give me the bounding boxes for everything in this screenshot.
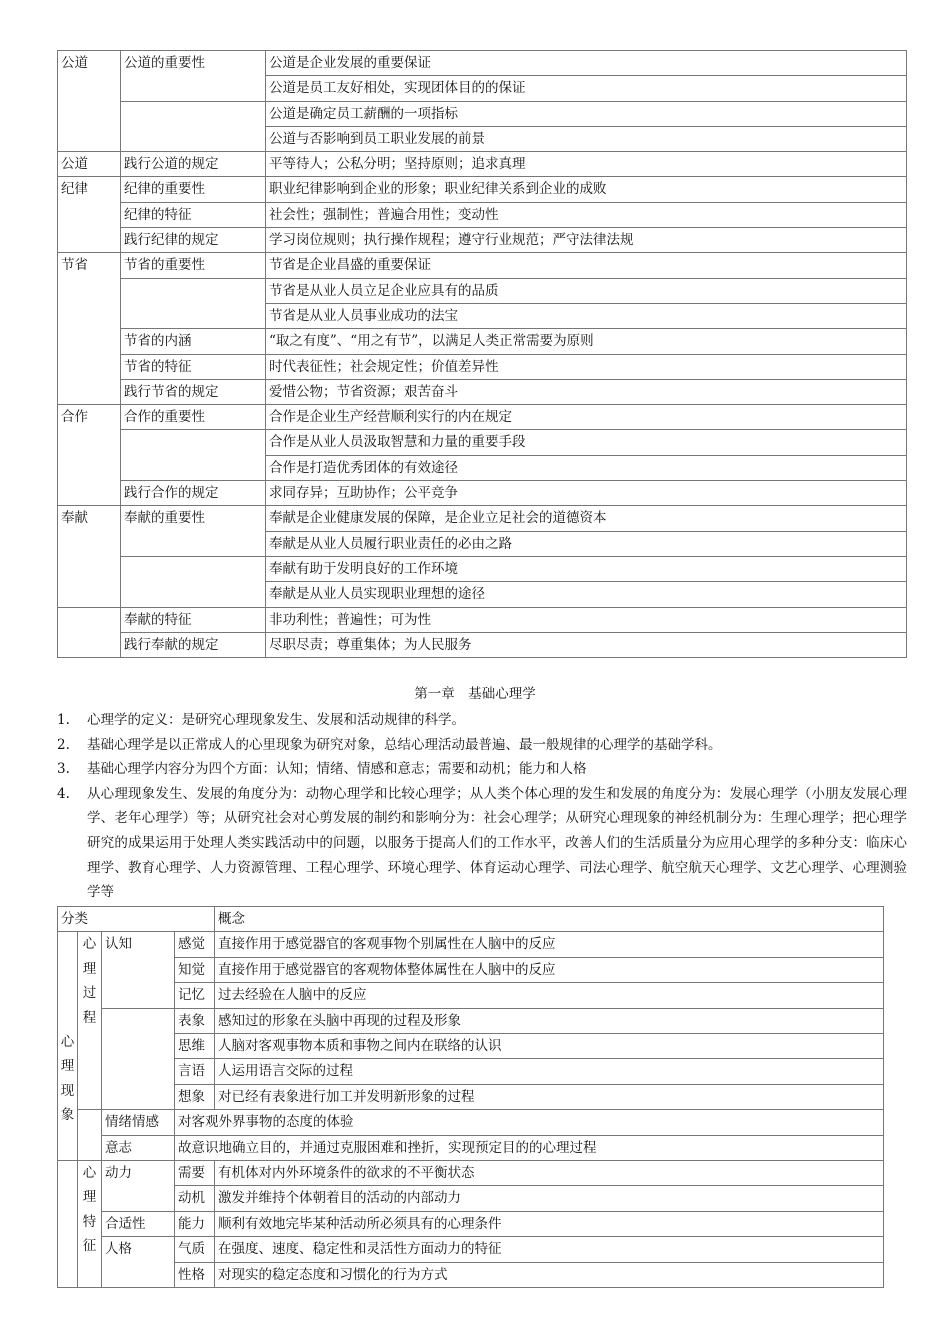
table-row [58, 1084, 884, 1109]
term-cell: 能力 [175, 1211, 215, 1236]
table-row [58, 202, 907, 227]
trait-cell: 心 理 特 征 [78, 1161, 102, 1288]
definition-cell: 人脑对客观事物本质和事物之间内在联络的认识 [215, 1034, 884, 1059]
category-cell: 奉献 [58, 506, 121, 607]
table-row [58, 983, 884, 1008]
subcategory-cell: 公道的重要性 [121, 51, 266, 102]
adapt-cell: 合适性 [102, 1211, 175, 1236]
subcategory-cell [121, 430, 266, 481]
term-cell: 气质 [175, 1237, 215, 1262]
category-cell [58, 607, 121, 658]
category-cell: 合作 [58, 405, 121, 506]
table-row [58, 354, 907, 379]
table-row [58, 253, 907, 278]
personality-cell: 人格 [102, 1237, 175, 1288]
list-item [57, 733, 907, 758]
table-row [58, 278, 907, 303]
subcategory-cell: 节省的内涵 [121, 329, 266, 354]
table-row [58, 932, 884, 957]
term-cell: 思维 [175, 1034, 215, 1059]
term-cell: 言语 [175, 1059, 215, 1084]
content-cell: 节省是企业昌盛的重要保证 [266, 253, 907, 278]
motive-cell: 动力 [102, 1161, 175, 1212]
empty-cell [58, 1161, 78, 1288]
table-row [58, 632, 907, 657]
term-cell: 性格 [175, 1262, 215, 1287]
subcategory-cell: 践行公道的规定 [121, 152, 266, 177]
category-cell: 节省 [58, 253, 121, 405]
category-cell: 公道 [58, 152, 121, 177]
content-cell: 合作是从业人员汲取智慧和力量的重要手段 [266, 430, 907, 455]
content-cell: 公道与否影响到员工职业发展的前景 [266, 126, 907, 151]
list-text: 从心理现象发生、发展的角度分为：动物心理学和比较心理学；从人类个体心理的发生和发展的角度分为：发展心理学（小朋友发展心理学、老年心理学）等；从研究社会对心剪发展的制约和影响分为：社会心理学；从研究心理现象的神经机制分为：生理心理学；把心理学研究的成果运用于处理人类实践活动中的问题，以服务于提高人们的工作水平，改善人们的生活质量分为应用心理学的多种分支：临床心理学、教育心理学、人力资源管理、工程心理学、环境心理学、体育运动心理学、司法心理学、航空航天心理学、文艺心理学、心理测验学等 [87, 785, 907, 901]
table-row [58, 329, 907, 354]
category-cell: 公道 [58, 51, 121, 152]
content-cell: 求同存异；互助协作；公平竞争 [266, 481, 907, 506]
table-row [58, 1237, 884, 1262]
table-row [58, 1161, 884, 1186]
content-cell: 公道是员工友好相处，实现团体目的的保证 [266, 76, 907, 101]
list-item [57, 782, 907, 905]
content-cell: 奉献有助于发明良好的工作环境 [266, 556, 907, 581]
table-row [58, 506, 907, 531]
content-cell: 奉献是从业人员实现职业理想的途径 [266, 582, 907, 607]
process-cell: 心 理 过 程 [78, 932, 102, 1110]
list-number: 1. [57, 712, 70, 728]
list-number: 2. [57, 736, 70, 753]
table-row [58, 1059, 884, 1084]
content-cell: 平等待人；公私分明；坚持原则；追求真理 [266, 152, 907, 177]
chapter-title: 第一章 基础心理学 [414, 686, 536, 702]
psychology-table [57, 906, 884, 1288]
table-row [58, 51, 907, 76]
definition-cell: 激发并维持个体朝着目的活动的内部动力 [215, 1186, 884, 1211]
table-row [58, 957, 884, 982]
definition-cell: 直接作用于感觉器官的客观事物个别属性在人脑中的反应 [215, 932, 884, 957]
table-row [58, 1110, 884, 1135]
content-cell: 合作是企业生产经营顺利实行的内在规定 [266, 405, 907, 430]
term-cell: 感觉 [175, 932, 215, 957]
subcategory-cell: 纪律的特征 [121, 202, 266, 227]
list-text: 心理学的定义：是研究心理现象发生、发展和活动规律的科学。 [87, 712, 465, 728]
table-row [58, 430, 907, 455]
subcategory-cell: 践行合作的规定 [121, 481, 266, 506]
table-row [58, 1211, 884, 1236]
definition-cell: 有机体对内外环境条件的欲求的不平衡状态 [215, 1161, 884, 1186]
content-cell: 职业纪律影响到企业的形象；职业纪律关系到企业的成败 [266, 177, 907, 202]
content-cell: “取之有度”、“用之有节”，以满足人类正常需要为原则 [266, 329, 907, 354]
definition-cell: 对现实的稳定态度和习惯化的行为方式 [215, 1262, 884, 1287]
term-cell: 表象 [175, 1008, 215, 1033]
subcategory-cell: 纪律的重要性 [121, 177, 266, 202]
table-row [58, 481, 907, 506]
definition-cell: 过去经验在人脑中的反应 [215, 983, 884, 1008]
table-row [58, 607, 907, 632]
definition-cell: 故意识地确立目的，并通过克服困难和挫折，实现预定目的的心理过程 [175, 1135, 884, 1160]
definition-cell: 顺利有效地完毕某种活动所必须具有的心理条件 [215, 1211, 884, 1236]
table-row [58, 379, 907, 404]
content-cell: 非功利性；普遍性；可为性 [266, 607, 907, 632]
term-cell: 需要 [175, 1161, 215, 1186]
content-cell: 节省是从业人员立足企业应具有的品质 [266, 278, 907, 303]
subcategory-cell: 践行奉献的规定 [121, 632, 266, 657]
term-cell: 想象 [175, 1084, 215, 1109]
list-text: 基础心理学内容分为四个方面：认知；情绪、情感和意志；需要和动机；能力和人格 [87, 761, 587, 778]
will-cell: 意志 [102, 1135, 175, 1160]
table-row [58, 1262, 884, 1287]
list-item [57, 757, 907, 782]
term-cell: 知觉 [175, 957, 215, 982]
empty-cell [78, 1110, 102, 1161]
emotion-cell: 情绪情感 [102, 1110, 175, 1135]
subcategory-cell [121, 556, 266, 607]
table-row [58, 556, 907, 581]
term-cell: 动机 [175, 1186, 215, 1211]
cognition-cell: 认知 [102, 932, 175, 1008]
table-row [58, 228, 907, 253]
empty-cell [102, 1008, 175, 1110]
content-cell: 社会性；强制性；普遍合用性；变动性 [266, 202, 907, 227]
content-cell: 学习岗位规则；执行操作规程；遵守行业规范；严守法律法规 [266, 228, 907, 253]
intro-list [57, 708, 907, 905]
term-cell: 记忆 [175, 983, 215, 1008]
subcategory-cell [121, 278, 266, 329]
ethics-table [57, 50, 907, 658]
table-row [58, 152, 907, 177]
list-number: 3. [57, 761, 70, 778]
subcategory-cell: 奉献的特征 [121, 607, 266, 632]
list-text: 基础心理学是以正常成人的心里现象为研究对象，总结心理活动最普遍、最一般规律的心理学的基础学科。 [87, 736, 722, 753]
definition-cell: 在强度、速度、稳定性和灵活性方面动力的特征 [215, 1237, 884, 1262]
header-concept: 概念 [215, 907, 884, 932]
subcategory-cell: 合作的重要性 [121, 405, 266, 430]
table-row [58, 177, 907, 202]
subcategory-cell: 节省的特征 [121, 354, 266, 379]
content-cell: 尽职尽责；尊重集体；为人民服务 [266, 632, 907, 657]
definition-cell: 直接作用于感觉器官的客观物体整体属性在人脑中的反应 [215, 957, 884, 982]
subcategory-cell [121, 101, 266, 152]
table-row [58, 405, 907, 430]
category-cell: 纪律 [58, 177, 121, 253]
content-cell: 公道是企业发展的重要保证 [266, 51, 907, 76]
table-row [58, 1034, 884, 1059]
table-row [58, 1008, 884, 1033]
phenomenon-cell: 心 理 现 象 [58, 932, 78, 1161]
content-cell: 爱惜公物；节省资源；艰苦奋斗 [266, 379, 907, 404]
table-row [58, 101, 907, 126]
table-row [58, 907, 884, 932]
content-cell: 时代表征性；社会规定性；价值差异性 [266, 354, 907, 379]
definition-cell: 感知过的形象在头脑中再现的过程及形象 [215, 1008, 884, 1033]
definition-cell: 对客观外界事物的态度的体验 [175, 1110, 884, 1135]
table-row [58, 1135, 884, 1160]
subcategory-cell: 奉献的重要性 [121, 506, 266, 557]
content-cell: 奉献是从业人员履行职业责任的必由之路 [266, 531, 907, 556]
header-category: 分类 [58, 907, 215, 932]
content-cell: 公道是确定员工薪酬的一项指标 [266, 101, 907, 126]
content-cell: 合作是打造优秀团体的有效途径 [266, 455, 907, 480]
list-item [57, 708, 907, 733]
table-row [58, 1186, 884, 1211]
subcategory-cell: 践行纪律的规定 [121, 228, 266, 253]
definition-cell: 人运用语言交际的过程 [215, 1059, 884, 1084]
list-number: 4. [57, 785, 70, 802]
definition-cell: 对已经有表象进行加工并发明新形象的过程 [215, 1084, 884, 1109]
subcategory-cell: 践行节省的规定 [121, 379, 266, 404]
content-cell: 节省是从业人员事业成功的法宝 [266, 303, 907, 328]
subcategory-cell: 节省的重要性 [121, 253, 266, 278]
content-cell: 奉献是企业健康发展的保障，是企业立足社会的道德资本 [266, 506, 907, 531]
